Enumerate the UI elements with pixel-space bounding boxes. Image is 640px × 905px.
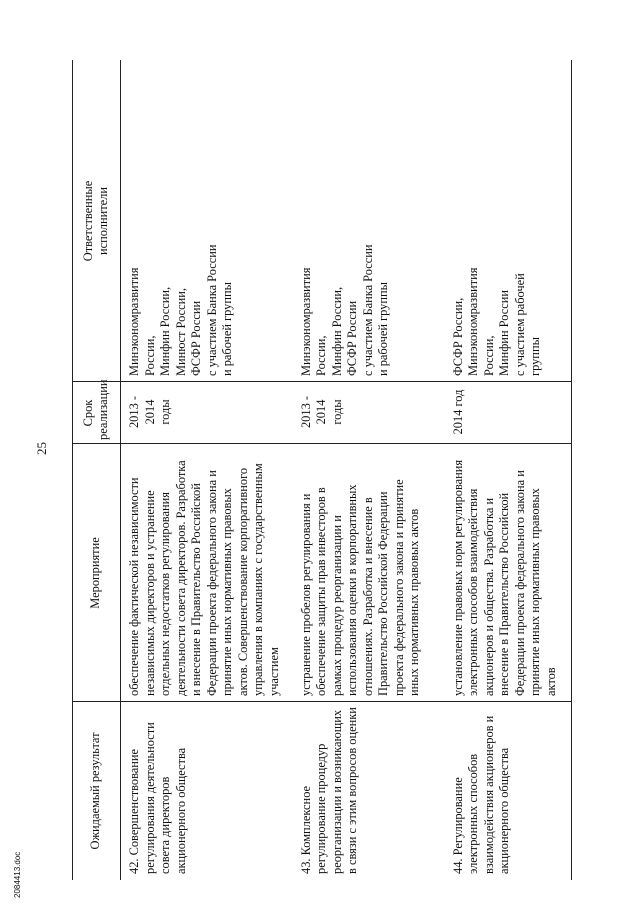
cell-measure: обеспечение фактической независимости независимых директоров и устранение отдельных недостатков регулирования деятельности совета директоров. Разработка и внесение в Правительство Российской Федерации проекта федерального закона и принятие иных нормативных правовых актов. Совершенствование корпоративного управления в компаниях с государственным участием xyxy=(127,460,281,696)
cell-term: 2013 - 2014 годы xyxy=(298,396,344,429)
cell-term: 2013 - 2014 годы xyxy=(127,396,172,429)
table-row xyxy=(293,60,445,880)
table-row xyxy=(121,60,293,880)
cell-measure: установление правовых норм регулирования электронных способов взаимодействия акционеров и общества. Разработка и внесение в Правительство Российской Федерации проекта федерального закона и принятие иных нормативных правовых актов xyxy=(450,459,558,696)
rotated-table-container xyxy=(72,60,572,880)
header-measure: Мероприятие xyxy=(72,444,121,702)
page-number: 25 xyxy=(34,442,49,455)
header-term: Срок реализации xyxy=(72,382,121,444)
cell-result: 43. Комплексное регулирование процедур реорганизации и возникающих в связи с этим вопросов оценки xyxy=(298,707,359,874)
measures-table xyxy=(72,60,573,880)
cell-measure: устранение пробелов регулирования и обеспечение защиты прав инвесторов в рамках процедур реорганизации и использования оценки в корпоративных отношениях. Разработка и внесение в Правительство Российской Федерации проекта федерального закона и принятие иных нормативных правовых актов xyxy=(298,479,421,696)
cell-result: 42. Совершенствование регулирования деятельности совета директоров акционерного общества xyxy=(127,722,188,874)
header-expected-result: Ожидаемый результат xyxy=(72,702,121,880)
document-code: 2084413.doc xyxy=(13,851,22,898)
cell-executors: ФСФР России, Минэкономразвития России, Минфин России с участием рабочей группы xyxy=(450,267,542,376)
cell-result: 44. Регулирование электронных способов взаимодействия акционеров и акционерного общества xyxy=(450,715,511,874)
cell-executors: Минэкономразвития России, Минфин России, ФСФР России с участием Банка России и рабочей группы xyxy=(298,244,390,376)
cell-executors: Минэкономразвития России, Минфин России, Минюст России, ФСФР России с участием Банка России и рабочей группы xyxy=(127,244,234,376)
header-executors: Ответственные исполнители xyxy=(72,60,121,382)
table-row xyxy=(445,60,573,880)
cell-term: 2014 год xyxy=(450,389,465,435)
table-header-row xyxy=(72,60,121,880)
